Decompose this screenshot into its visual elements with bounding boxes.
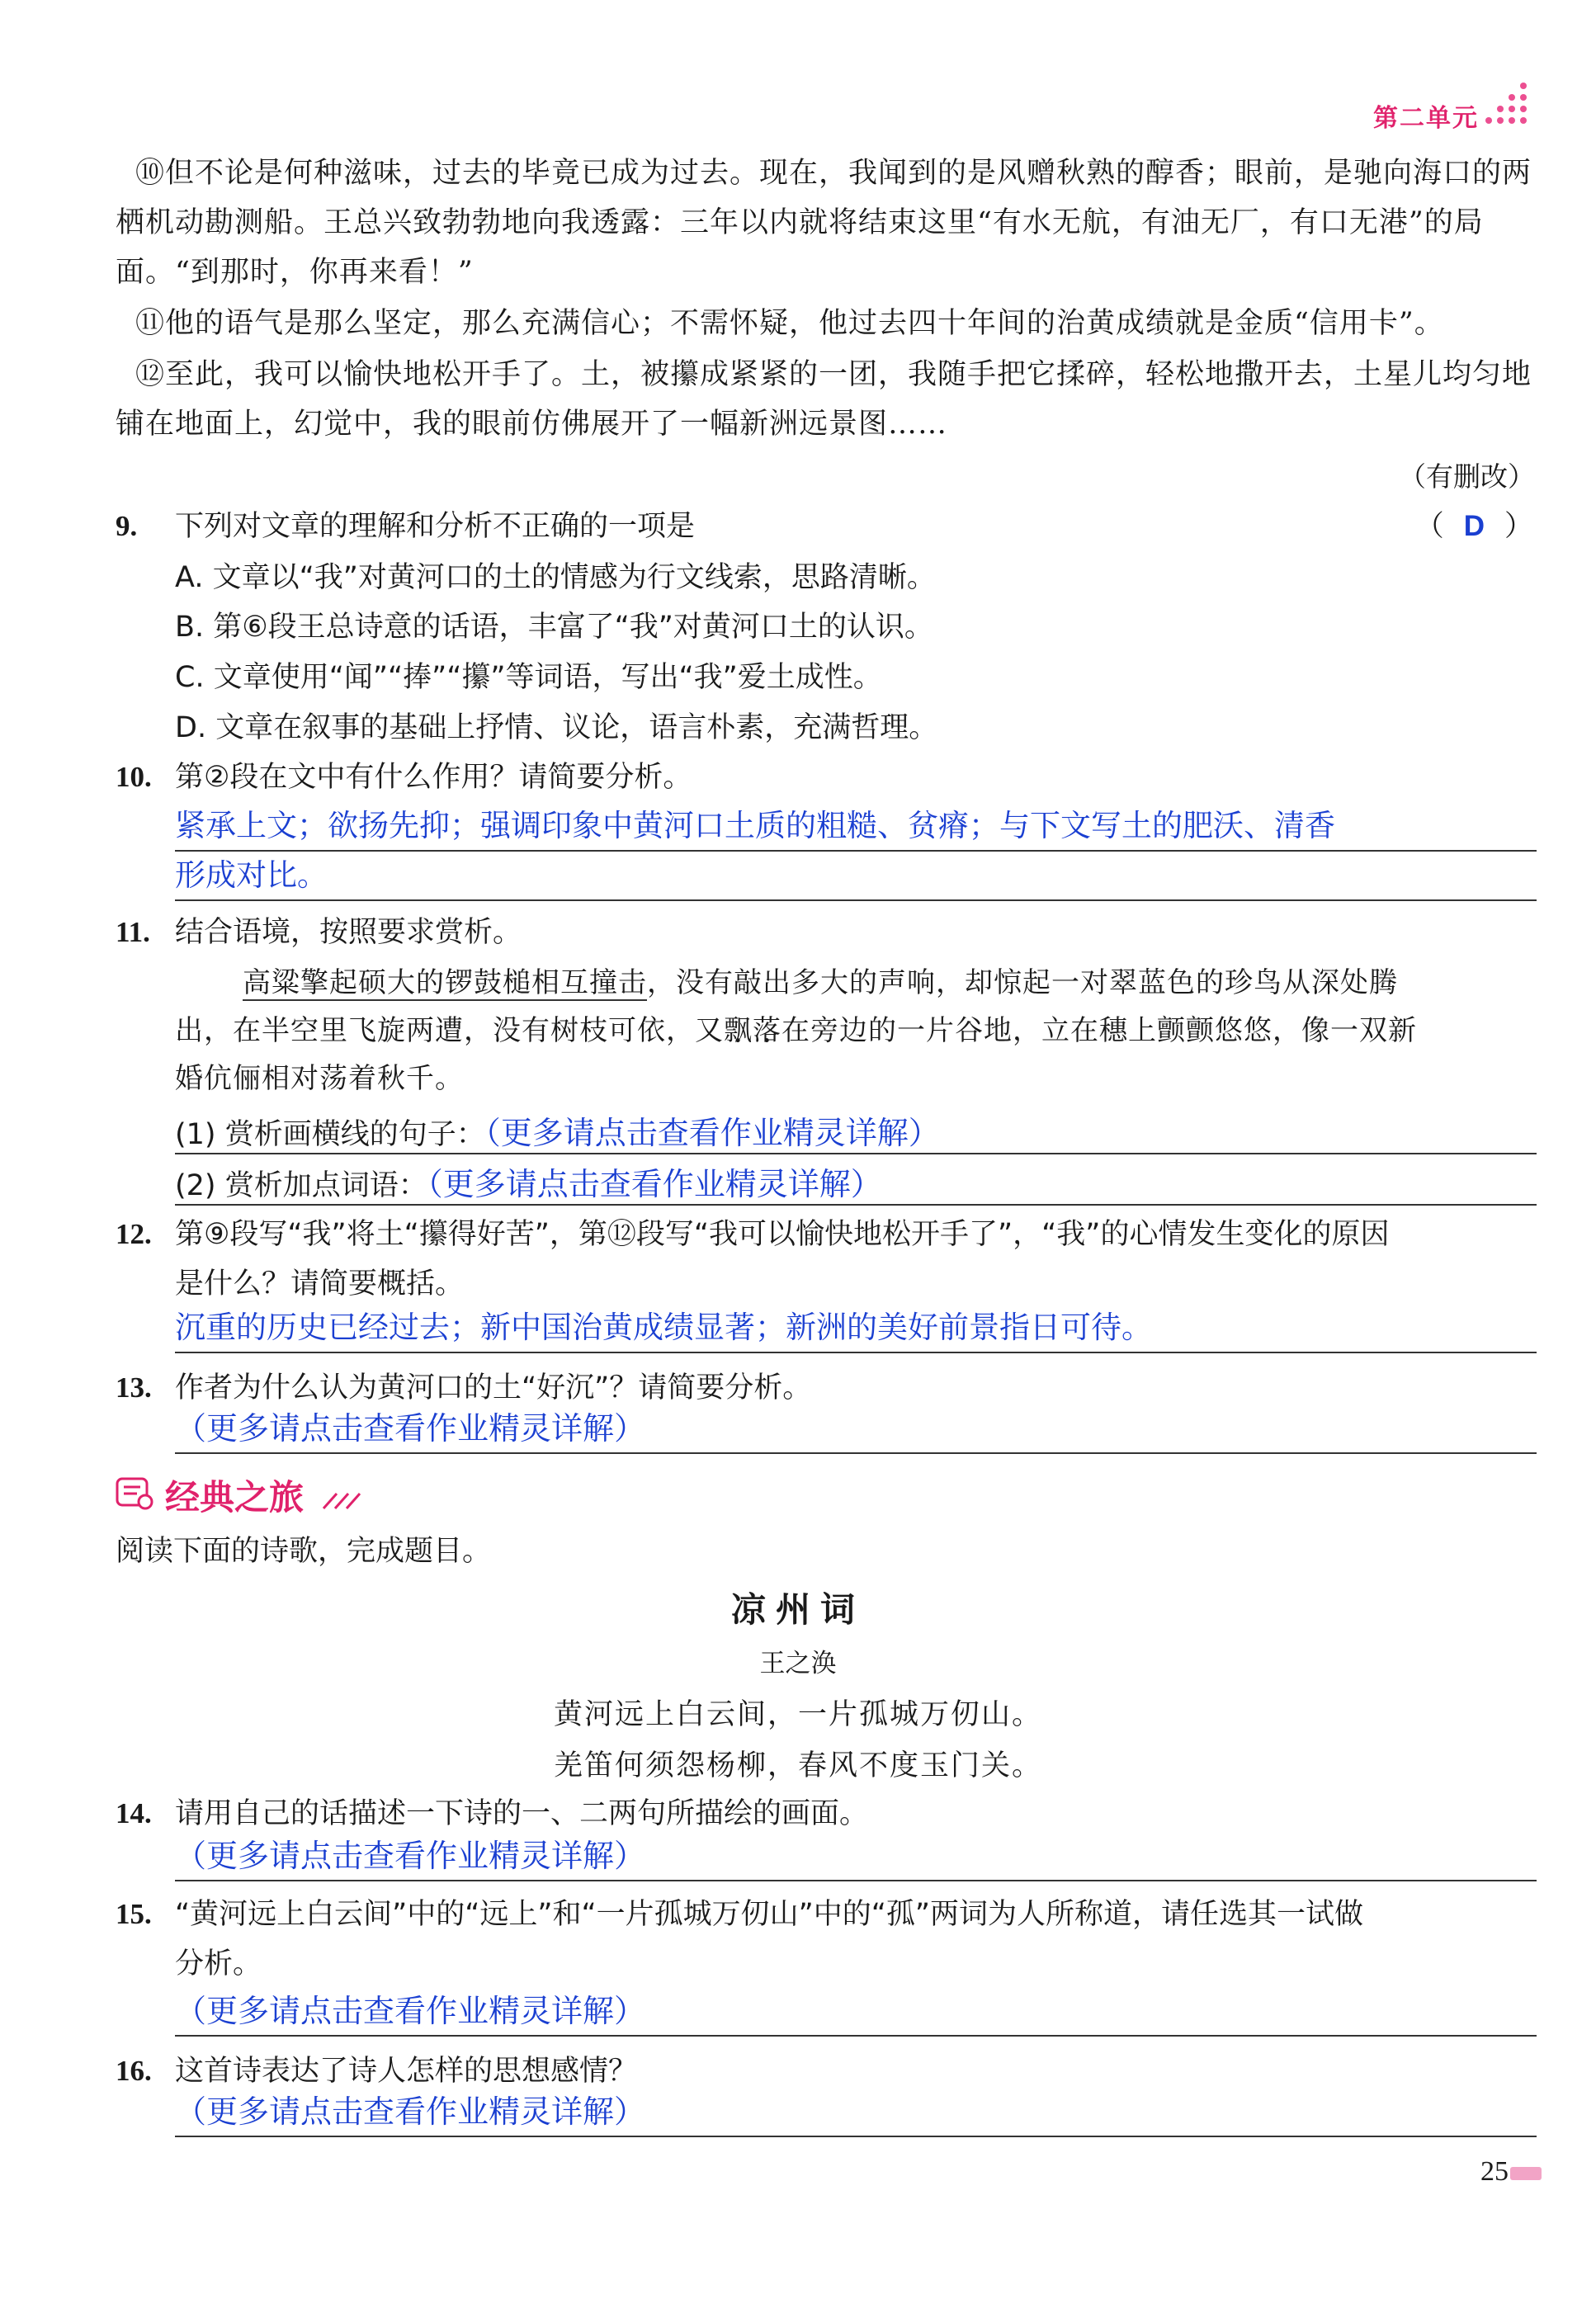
poem-author: 王之涣 — [759, 1649, 837, 1678]
passage-paragraph-11: ⑪他的语气是那么坚定，那么充满信心；不需怀疑，他过去四十年间的治黄成绩就是金质“信用卡”。 — [135, 307, 1444, 340]
choice-answer-value: D — [1463, 510, 1485, 542]
instruction: 阅读下面的诗歌，完成题目。 — [116, 1535, 492, 1568]
question-number: 9. — [116, 510, 138, 542]
section-title: 经典之旅 — [165, 1477, 305, 1518]
option-b: B. 第⑥段王总诗意的话语，丰富了“我”对黄河口土的认识。 — [175, 611, 933, 644]
poem-line: 黄河远上白云间，一片孤城万仞山。 — [553, 1698, 1042, 1731]
question-16: 16. 这首诗表达了诗人怎样的思想感情？ — [116, 2055, 638, 2088]
question-10: 10. 第②段在文中有什么作用？请简要分析。 — [116, 761, 692, 794]
book-icon — [114, 1474, 157, 1513]
sub-question-2: (2) 赏析加点词语：（更多请点击查看作业精灵详解） — [175, 1159, 1537, 1206]
passage-paragraph-10: ⑩但不论是何种滋味，过去的毕竟已成为过去。现在，我闻到的是风赠秋熟的醇香；眼前，是驰向海口的两栖机动勘测船。王总兴致勃勃地向我透露：三年以内就将结束这里“有水无航，有油无厂，有口无港”的局面。“到那时，你再来看！” — [116, 157, 1532, 289]
choice-answer: （ D ） — [1414, 510, 1533, 543]
answer-line: 沉重的历史已经过去；新中国治黄成绩显著；新洲的美好前景指日可待。 — [175, 1304, 1537, 1353]
unit-label: 第二单元 — [1373, 104, 1479, 133]
swoosh-icon — [320, 1480, 370, 1513]
question-12: 12. 第⑨段写“我”将土“攥得好苦”，第⑫段写“我可以愉快地松开手了”，“我”的心情发生变化的原因 是什么？请简要概括。 — [116, 1218, 1390, 1300]
source-note: （有删改） — [1399, 460, 1535, 493]
question-14: 14. 请用自己的话描述一下诗的一、二两句所描绘的画面。 — [116, 1797, 869, 1830]
detail-link[interactable]: （更多请点击查看作业精灵详解） — [175, 1404, 1537, 1454]
detail-link[interactable]: （更多请点击查看作业精灵详解） — [484, 1115, 940, 1151]
answer-line: 形成对比。 — [175, 852, 1537, 901]
section-header — [114, 1470, 394, 1517]
question-text: 下列对文章的理解和分析不正确的一项是 — [175, 510, 696, 543]
question-11: 11. 结合语境，按照要求赏析。 — [116, 916, 522, 949]
option-a: A. 文章以“我”对黄河口的土的情感为行文线索，思路清晰。 — [175, 561, 936, 594]
dotted-word: 落 — [753, 1014, 781, 1047]
page-tab-decoration — [1510, 2167, 1542, 2180]
dotted-word: 飘 — [724, 1014, 753, 1047]
detail-link[interactable]: （更多请点击查看作业精灵详解） — [427, 1166, 882, 1202]
option-d: D. 文章在叙事的基础上抒情、议论，语言朴素，充满哲理。 — [175, 711, 938, 744]
answer-line: 紧承上文；欲扬先抑；强调印象中黄河口土质的粗糙、贫瘠；与下文写土的肥沃、清香 — [175, 802, 1537, 852]
page-number: 25 — [1480, 2156, 1509, 2187]
quoted-sentence: 高粱擎起硕大的锣鼓槌相互撞击，没有敲出多大的声响，却惊起一对翠蓝色的珍鸟从深处腾 出，在半空里飞旋两遭，没有树枝可依，又飘落在旁边的一片谷地，立在穗上颤颤悠悠，像一双新 婚伉俪相对荡着秋千。 — [175, 966, 1417, 1095]
dots-ornament-icon — [1485, 83, 1533, 125]
underlined-sentence: 高粱擎起硕大的锣鼓槌相互撞击 — [243, 966, 647, 999]
option-c: C. 文章使用“闻”“捧”“攥”等词语，写出“我”爱土成性。 — [175, 661, 882, 694]
question-13: 13. 作者为什么认为黄河口的土“好沉”？请简要分析。 — [116, 1371, 812, 1404]
detail-link[interactable]: （更多请点击查看作业精灵详解） — [175, 2088, 1537, 2137]
question-15: 15. “黄河远上白云间”中的“远上”和“一片孤城万仞山”中的“孤”两词为人所称道，请任选其一试做 分析。 — [116, 1898, 1364, 1980]
detail-link[interactable]: （更多请点击查看作业精灵详解） — [175, 1987, 1537, 2037]
detail-link[interactable]: （更多请点击查看作业精灵详解） — [175, 1832, 1537, 1881]
passage-paragraph-12: ⑫至此，我可以愉快地松开手了。土，被攥成紧紧的一团，我随手把它揉碎，轻松地撒开去，土星儿均匀地铺在地面上，幻觉中，我的眼前仿佛展开了一幅新洲远景图…… — [116, 358, 1532, 441]
question-9 — [116, 502, 1537, 551]
poem-line: 羌笛何须怨杨柳，春风不度玉门关。 — [553, 1749, 1042, 1782]
sub-question-1: (1) 赏析画横线的句子：（更多请点击查看作业精灵详解） — [175, 1107, 1537, 1154]
poem-title: 凉州词 — [730, 1589, 865, 1630]
